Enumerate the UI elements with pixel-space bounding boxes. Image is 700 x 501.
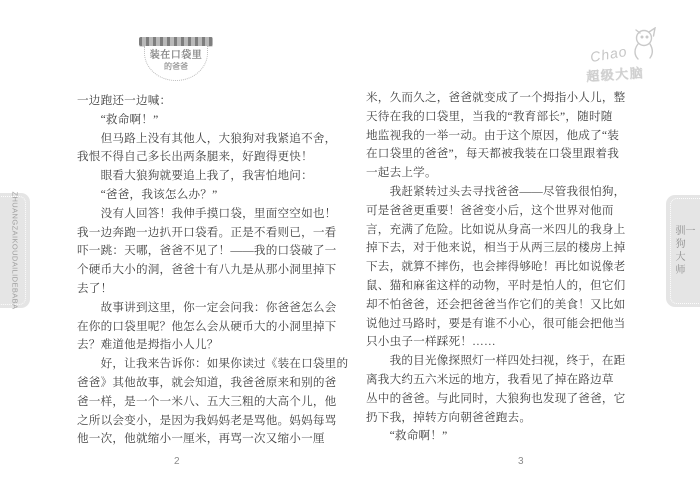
book-title-text: 超级大脑: [585, 64, 645, 85]
text-line: 爸爸》其他故事，就会知道，我爸爸原来和别的爸: [77, 375, 337, 389]
text-line: 去了！: [77, 281, 113, 295]
text-line: 却不怕爸爸，还会把爸爸当作它们的美食！又比如: [366, 297, 626, 311]
badge-ribbon: [139, 37, 213, 46]
text-line: 一边跑还一边喊：: [77, 94, 172, 107]
text-line: 天待在我的口袋里，当我的“教育部长”，随时随: [366, 109, 613, 123]
chapter-number: 一: [683, 225, 694, 238]
text-line: 鼠、猫和麻雀这样的动物，平时是怕人的，但它们: [366, 278, 626, 292]
text-line: 米，久而久之，爸爸就变成了一个拇指小人儿，整: [366, 91, 626, 104]
text-line: 言，充满了危险。比如说从身高一米四儿的我身上: [366, 222, 626, 236]
text-line: 我的目光像探照灯一样四处扫视，终于，在距: [366, 354, 626, 368]
left-page-text: [77, 92, 349, 449]
text-line: 丛中的爸爸。与此同时，大狼狗也发现了爸爸，它: [366, 391, 626, 405]
series-title-line2: 的爸爸: [164, 62, 188, 71]
text-line: “救命啊！”: [77, 112, 159, 126]
left-side-tab: [0, 193, 30, 308]
text-line: 故事讲到这里，你一定会问我：你爸爸怎么会: [77, 300, 337, 314]
text-line: 在口袋里的爸爸”，每天都被我装在口袋里跟着我: [366, 147, 620, 161]
text-line: 吓一跳：天哪，爸爸不见了！——我的口袋破了一: [77, 244, 337, 258]
text-line: 下去，就算不摔伤，也会摔得够呛！再比如说像老: [366, 260, 626, 274]
text-line: 说他过马路时，要是有谁不小心，很可能会把他当: [366, 316, 626, 330]
text-line: “爸爸，我该怎么办？”: [77, 187, 218, 201]
text-line: 好，让我来告诉你：如果你读过《装在口袋里的: [77, 357, 349, 371]
right-page-text: [366, 89, 624, 446]
text-line: 爸一样，是一个一米八、五大三粗的大高个儿，他: [77, 394, 337, 408]
text-line: “救命啊！”: [366, 429, 448, 443]
left-page-number: 2: [174, 456, 180, 467]
text-line: 个硬币大小的洞，爸爸十有八九是从那小洞里掉下: [77, 263, 337, 277]
text-line: 扔下我，掉转方向朝爸爸跑去。: [366, 410, 532, 424]
text-line: 可是爸爸更重要！爸爸变小后，这个世界对他而: [366, 203, 614, 217]
text-line: 离我大约五六米远的地方，我看见了掉在路边草: [366, 372, 614, 386]
text-line: 一起去上学。: [366, 166, 437, 180]
dog-sketch-icon: [628, 27, 658, 63]
series-badge-logo: [142, 37, 210, 83]
text-line: 我恨不得自己多长出两条腿来，好跑得更快！: [77, 150, 313, 164]
chapter-title: 驯狗大师: [673, 225, 684, 277]
text-line: 没有人回答！我伸手摸口袋，里面空空如也！: [77, 206, 337, 220]
text-line: 之所以会变小，是因为我妈妈老是骂他。妈妈每骂: [77, 413, 337, 427]
badge-body: [144, 46, 208, 81]
text-line: 地监视我的一举一动。由于这个原因，他成了“装: [366, 128, 620, 142]
text-line: 只小虫子一样踩死！……: [366, 335, 496, 349]
text-line: 掉下去，对于他来说，相当于从两三层的楼房上掉: [366, 241, 626, 255]
series-title-line1: 装在口袋里: [149, 50, 203, 61]
right-side-tab: [666, 195, 700, 307]
text-line: 在你的口袋里呢？他怎么会从硬币大的小洞里掉下: [77, 319, 337, 333]
book-title-logo: [584, 27, 660, 85]
series-pinyin-text: ZHUANGZAIKOUDAILIDEBABA: [10, 191, 20, 310]
text-line: 他一次，他就缩小一厘米，再骂一次又缩小一厘: [77, 432, 325, 446]
text-line: 我一边奔跑一边扒开口袋看。正是不看则已，一看: [77, 225, 337, 239]
right-page-number: 3: [518, 456, 524, 467]
logo-latin-text: Chao: [588, 42, 629, 66]
text-line: 我赶紧转过头去寻找爸爸——尽管我很怕狗，: [366, 184, 626, 198]
text-line: 眼看大狼狗就要追上我了，我害怕地问：: [77, 169, 313, 183]
text-line: 但马路上没有其他人，大狼狗对我紧追不舍，: [77, 131, 337, 145]
chapter-marker: [673, 225, 693, 277]
text-line: 去？难道他是拇指小人儿？: [77, 338, 219, 352]
